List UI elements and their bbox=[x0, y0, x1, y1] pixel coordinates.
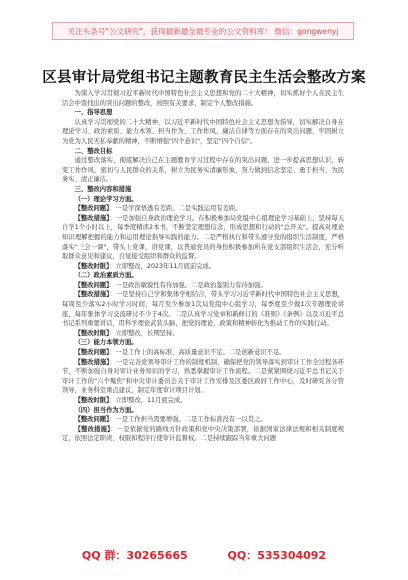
subsection-heading: （二）政治素质方面。 bbox=[74, 272, 138, 280]
measure-item bbox=[62, 281, 344, 291]
subsection-heading: （三）能力本领方面。 bbox=[74, 339, 138, 347]
measure-text: ：立即整改，2023年11月底前完成。 bbox=[109, 262, 216, 270]
subsection-heading: （四）担当作为方面。 bbox=[74, 406, 138, 414]
promo-banner-text: 关注头条号"公文研究"，获得最新最全最专业的公文资料库！ 微信：gongwenyj bbox=[67, 26, 339, 36]
measure-label: 【整改问题】 bbox=[74, 281, 110, 289]
measure-label: 【整改措施】 bbox=[74, 358, 110, 366]
measure-item bbox=[62, 214, 344, 262]
section-heading: 一、指导思想 bbox=[74, 109, 113, 117]
measure-text: ：立即整改，11月底完成。 bbox=[109, 397, 187, 404]
body-paragraph: 通过整改落实，彻底解决自己在主题教育学习过程中存在的突出问题，进一步提高思想认识，转变工作作风，密切与人民群众的关系，树立为民务实清廉形象，努力做到信念坚定、勇于担当、为民务实、清正廉洁。 bbox=[62, 157, 344, 184]
measure-label: 【整改措施】 bbox=[74, 425, 111, 433]
measure-label: 【整改问题】 bbox=[74, 349, 110, 357]
measure-label: 【整改问题】 bbox=[74, 205, 110, 213]
qq-group-number: QQ 群：30265665 bbox=[81, 549, 188, 562]
measure-item bbox=[62, 415, 344, 425]
measure-text: ：一是完善党领导审计工作的制度机制，确保把党的领导落实到审计工作全过程各环节，不断加强自身对审计业务知识的学习，熟悉掌握审计工作流程。二是紧紧围绕习近平总书记关于审计工作的"六个聚焦"和中央审计委员会关于审计工作安排及区委区政府工作中心，及时研究各分管领导，业务科室重点建议，制定年度审计项目计划。 bbox=[62, 358, 344, 395]
measure-text: ：一是学深悟透有差距。二是实践运用有差距。 bbox=[109, 205, 242, 213]
measure-text: ：一是政治敏锐性有待加强。二是政治鉴别力有待加强。 bbox=[109, 281, 267, 289]
measure-item bbox=[62, 290, 344, 328]
section-heading: 二、整改目标 bbox=[74, 147, 113, 155]
section-heading: 三、整改内容和措施 bbox=[74, 185, 132, 193]
measure-label: 【整改时限】 bbox=[74, 262, 110, 270]
measure-item bbox=[62, 329, 344, 339]
measure-item bbox=[62, 348, 344, 358]
measure-text: ：一是坚持自己学和集体学相结合，带头学习习近平新时代中国特色社会主义思想，每周至少落实2小时学习时间，每月至少参加1次局党组中心组学习，每季度至少做1次专题理论讲座，每年集体学习交流研讨不少于4次。二是认真学习党章和新修订的《准则》《条例》以及习近平总书记系列重要讲话，用科学理论武装头脑，把党的理论、政策和精神转化为推动工作的实践行动。 bbox=[62, 291, 344, 328]
measure-text: ：一是加强自身政治理论学习。在积极参加局党组中心组理论学习基础上，坚持每天自学1个小时以上，每季度精读2本书，不断坚定理想信念，形成思想和行动的"总开关"。提高对理论知识理解把握的能力和运用理论指导实践的能力。二是严格执行和带头遵守党的组织生活制度，严格落实"三会一课"，带头上党课，讲党课，以普通党员的身份积极参加所在党支部组织生活会，充分听取群众意见和建议，自觉接受组织和群众的监督。 bbox=[62, 214, 344, 261]
measure-text: ：立即整改，长期坚持。 bbox=[109, 329, 179, 337]
qq-number: QQ：535304092 bbox=[227, 549, 327, 562]
document-title: 区县审计局党组书记主题教育民主生活会整改方案 bbox=[42, 70, 366, 86]
subsection-heading: （一）理论学习方面。 bbox=[74, 195, 138, 203]
document-body bbox=[62, 89, 344, 444]
document-sections bbox=[62, 108, 344, 444]
measure-text: ：一是依据党的路线方针政策和党中央决策部署，依据国家法律法规和相关制度规定，依照法定职责、权限和程序行使审计监督权。二是持续跟踪当年重大问题 bbox=[62, 425, 345, 443]
measure-label: 【整改措施】 bbox=[74, 214, 110, 222]
measure-item bbox=[62, 396, 344, 406]
measure-item bbox=[62, 204, 344, 214]
measure-text: ：一是工作上的高标准、高质量意识不足。二是创新意识不足。 bbox=[109, 349, 286, 357]
measure-item bbox=[62, 262, 344, 272]
promo-banner bbox=[52, 22, 354, 40]
measure-item bbox=[62, 358, 344, 396]
measure-label: 【整改问题】 bbox=[74, 416, 110, 424]
measure-label: 【整改时限】 bbox=[74, 397, 110, 404]
intro-paragraph: 为深入学习贯彻习近平新时代中国特色社会主义思想和党的二十大精神，切实抓好个人在民主生活会中查找出的突出问题的整改，按照有关要求，制定个人整改措施。 bbox=[62, 90, 344, 107]
measure-label: 【整改时限】 bbox=[74, 329, 110, 337]
measure-item bbox=[62, 425, 344, 444]
measure-label: 【整改措施】 bbox=[74, 291, 110, 299]
measure-text: ：一是工作担当需要增强。二是工作标准没有一以贯之。 bbox=[109, 416, 267, 424]
body-paragraph: 认真学习贯彻党的二十大精神，以习近平新时代中国特色社会主义思想为指导，切实解决自身在理论学习、政治素质、能力本领、担当作为、工作作风、廉洁自律等方面存在的突出问题，牢固树立为党为人民无私奉献的精神，不断增强"四个意识"，坚定"四个自信"。 bbox=[62, 118, 344, 145]
footer-contact bbox=[0, 547, 408, 563]
